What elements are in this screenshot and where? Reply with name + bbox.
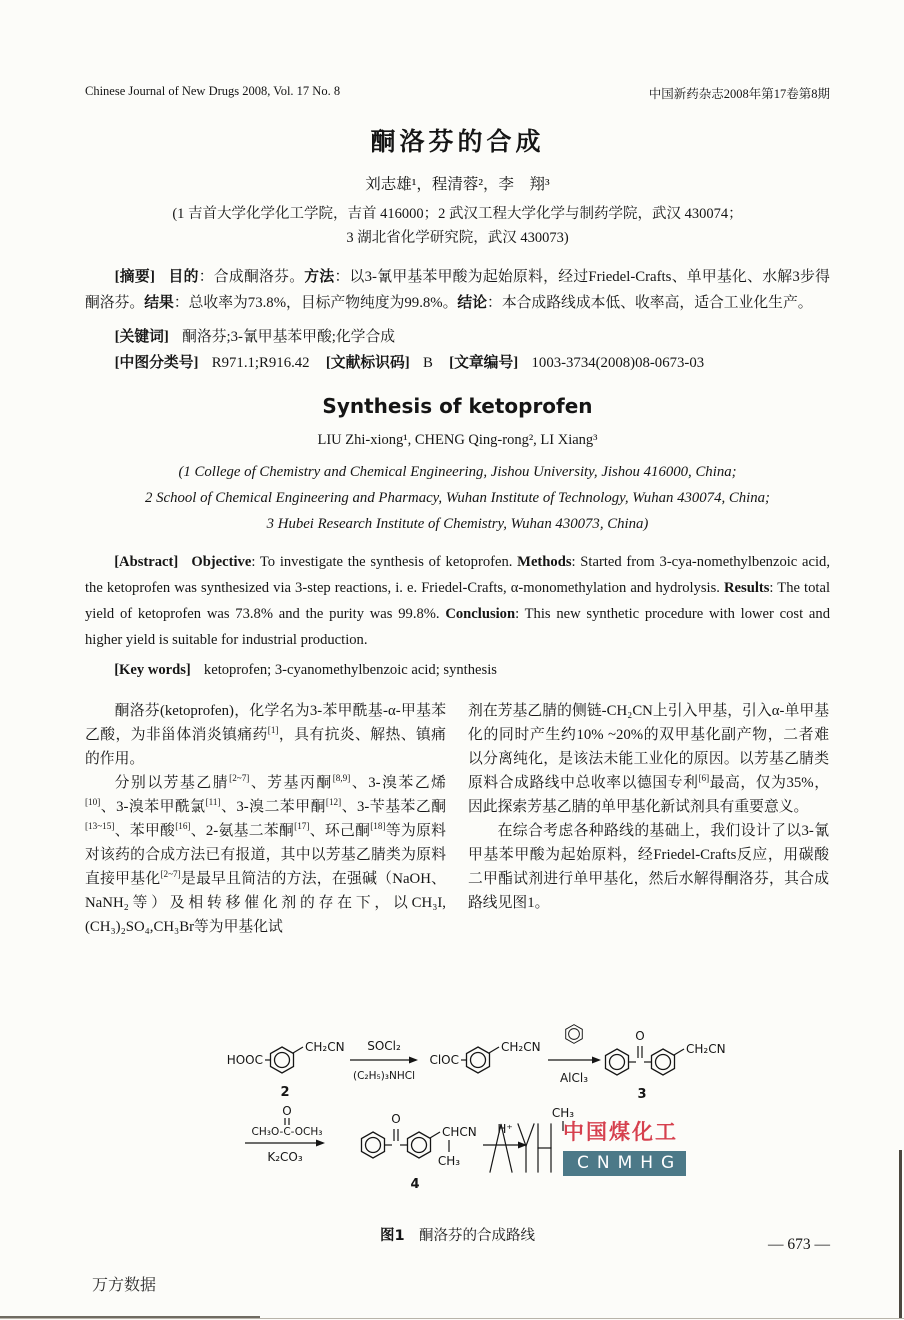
affiliation-en-line3: 3 Hubei Research Institute of Chemistry, Wuhan 430073, China) [266,516,649,532]
authors-en: LIU Zhi-xiong¹, CHENG Qing-rong², LI Xiang³ [317,432,598,448]
benzene-reagent-icon [566,1025,583,1044]
scan-edge-artifact [0,1318,904,1319]
reaction-scheme-row-1 [85,1022,830,1102]
body-column-right [468,699,829,979]
article-title-cn: 酮洛芬的合成 [370,127,545,156]
abstract-cn-text: 目的：合成酮洛芬。方法：以3-氰甲基苯甲酸为起始原料，经过Friedel-Crafts、单甲基化、水解3步得酮洛芬。结果：总收率为73.8%，目标产物纯度为99.8%。结论：本合成路线成本低、收率高，适合工业化生产。 [85,269,830,311]
label-cloc: ClOC [429,1053,459,1067]
body-paragraph: 分别以芳基乙腈[2~7]、芳基丙酮[8,9]、3-溴苯乙烯[10]、3-溴苯甲酰氯[11]、3-溴二苯甲酮[12]、3-苄基苯乙酮[13~15]、苯甲酸[16]、2-氨基二苯酮[17]、环己酮[18]等为原料对该药的合成方法已有报道，其中以芳基乙腈类为原料直接甲基化[2~7]是最早且简洁的方法，在强碱（NaOH、NaNH₂等）及相转移催化剂的存在下，以CH₃I,(CH₃)₂SO₄,CH₃Br等为甲基化试 [85,773,446,935]
watermark-cn-text: 中国煤化工 [563,1120,678,1144]
abstract-cn-tag: [摘要] [114,269,155,285]
abstract-en-text: Objective: To investigate the synthesis of ketoprofen. Methods: Started from 3-cya-nomethylbenzoic acid, the ketoprofen was synthesized via 3-step reactions, i. e. Friedel-Crafts, α-monomethylation and hydrolysis. Results: The total yield of ketoprofen was 73.8% and the purity was 99.8%. Conclusion: This new synthetic procedure with lower cost and higher yield is suitable for industrial production. [85,554,830,648]
wanfang-watermark: 万方数据 [92,1277,157,1294]
keywords-cn [85,324,830,350]
clc-line [85,350,830,376]
affiliation-en-line1: (1 College of Chemistry and Chemical Engineering, Jishou University, Jishou 416000, China; [178,464,737,480]
label-dmc: CH₃O-C-OCH₃ [251,1126,323,1138]
watermark-text-block [563,1116,686,1176]
compound-3-label: 3 [637,1087,647,1102]
abstract-en [85,549,830,653]
benzene-ring [606,1049,629,1075]
cnmhg-watermark [485,1116,686,1178]
article-title-en: Synthesis of ketoprofen [322,394,593,418]
keywords-en-tag: [Key words] [114,662,191,678]
clc-tag: [中图分类号] [114,355,199,371]
journal-header [85,84,830,102]
doc-code-value: B [423,355,433,371]
abstract-cn [85,264,830,316]
clc-value: R971.1;R916.42 [211,355,310,371]
doc-code-tag: [文献标识码] [325,355,410,371]
page-number: — 673 — [768,1236,830,1253]
label-k2co3: K₂CO₃ [267,1150,303,1164]
watermark-en-text: CNMHG [563,1151,686,1176]
label-dmc-o: O [282,1104,292,1118]
affiliations-en [85,459,830,537]
compound-4-label: 4 [410,1177,420,1192]
affiliation-cn-line2: 3 湖北省化学研究院，武汉 430073) [346,230,569,246]
scan-edge-artifact [0,1316,260,1318]
benzene-ring [362,1132,385,1158]
affiliation-en-line2: 2 School of Chemical Engineering and Pharmacy, Wuhan Institute of Technology, Wuhan 430074, China; [145,490,770,506]
body-paragraph: 酮洛芬(ketoprofen)，化学名为3-苯甲酰基-α-甲基苯乙酸，为非甾体消炎镇痛药[1]，具有抗炎、解热、镇痛的作用。 [85,703,446,767]
body-paragraph: 剂在芳基乙腈的侧链-CH₂CN上引入甲基，引入α-单甲基化的同时产生约10% ~20%的双甲基化副产物，二者难以分离纯化，是该法未能工业化的原因。以芳基乙腈类原料合成路线中总收率以德国专利[6]最高，仅为35%，因此探索芳基乙腈的单甲基化新试剂具有重要意义。 [468,703,829,815]
benzene-ring [271,1047,294,1073]
affiliation-cn-line1: (1 吉首大学化学化工学院，吉首 416000；2 武汉工程大学化学与制药学院，武汉 430074； [172,206,743,222]
abstract-en-tag: [Abstract] [114,554,179,570]
benzene-ring [652,1049,675,1075]
cnmhg-logo-icon [485,1116,555,1178]
label-h-plus: H⁺ [497,1122,513,1136]
journal-name-en: Chinese Journal of New Drugs 2008, Vol. 17 No. 8 [85,84,341,98]
label-triethylamine-hcl: (C₂H₅)₃NHCl [352,1070,416,1082]
body-column-left [85,699,446,979]
reaction-scheme [85,1022,830,1245]
keywords-en-text: ketoprofen; 3-cyanomethylbenzoic acid; synthesis [203,662,497,678]
compound-2-label: 2 [280,1085,290,1100]
label-socl2: SOCl₂ [367,1039,401,1053]
keywords-cn-tag: [关键词] [114,329,169,345]
figure-caption [85,1224,830,1245]
label-ch2cn-1: CH₂CN [305,1040,345,1054]
label-carbonyl-o-1: O [635,1029,645,1043]
article-id-tag: [文章编号] [449,355,519,371]
label-ch3-product: CH₃ [551,1106,575,1120]
reaction-scheme-row-2 [85,1102,830,1214]
authors-cn: 刘志雄¹，程清蓉²，李 翔³ [365,176,550,193]
figure-title: 酮洛芬的合成路线 [419,1228,536,1244]
label-ch3-side: CH₃ [437,1154,461,1168]
benzene-ring [467,1047,490,1073]
label-carbonyl-o-2: O [391,1112,401,1126]
scan-edge-artifact [899,1150,902,1318]
label-alcl3: AlCl₃ [559,1071,589,1085]
label-hooc: HOOC [226,1053,263,1067]
keywords-en [85,657,830,683]
label-ch2cn-3: CH₂CN [686,1042,726,1056]
label-ch2cn-2: CH₂CN [501,1040,541,1054]
body-columns [85,699,830,979]
article-id-value: 1003-3734(2008)08-0673-03 [531,355,705,371]
figure-number: 图1 [379,1228,405,1244]
keywords-cn-text: 酮洛芬;3-氰甲基苯甲酸;化学合成 [182,329,396,345]
label-chcn: CHCN [442,1125,477,1139]
journal-name-cn: 中国新药杂志2008年第17卷第8期 [648,87,830,101]
body-paragraph: 在综合考虑各种路线的基础上，我们设计了以3-氰甲基苯甲酸为起始原料，经Friedel-Crafts反应，用碳酸二甲酯试剂进行单甲基化，然后水解得酮洛芬，其合成路线见图1。 [468,823,829,911]
benzene-ring [408,1132,431,1158]
